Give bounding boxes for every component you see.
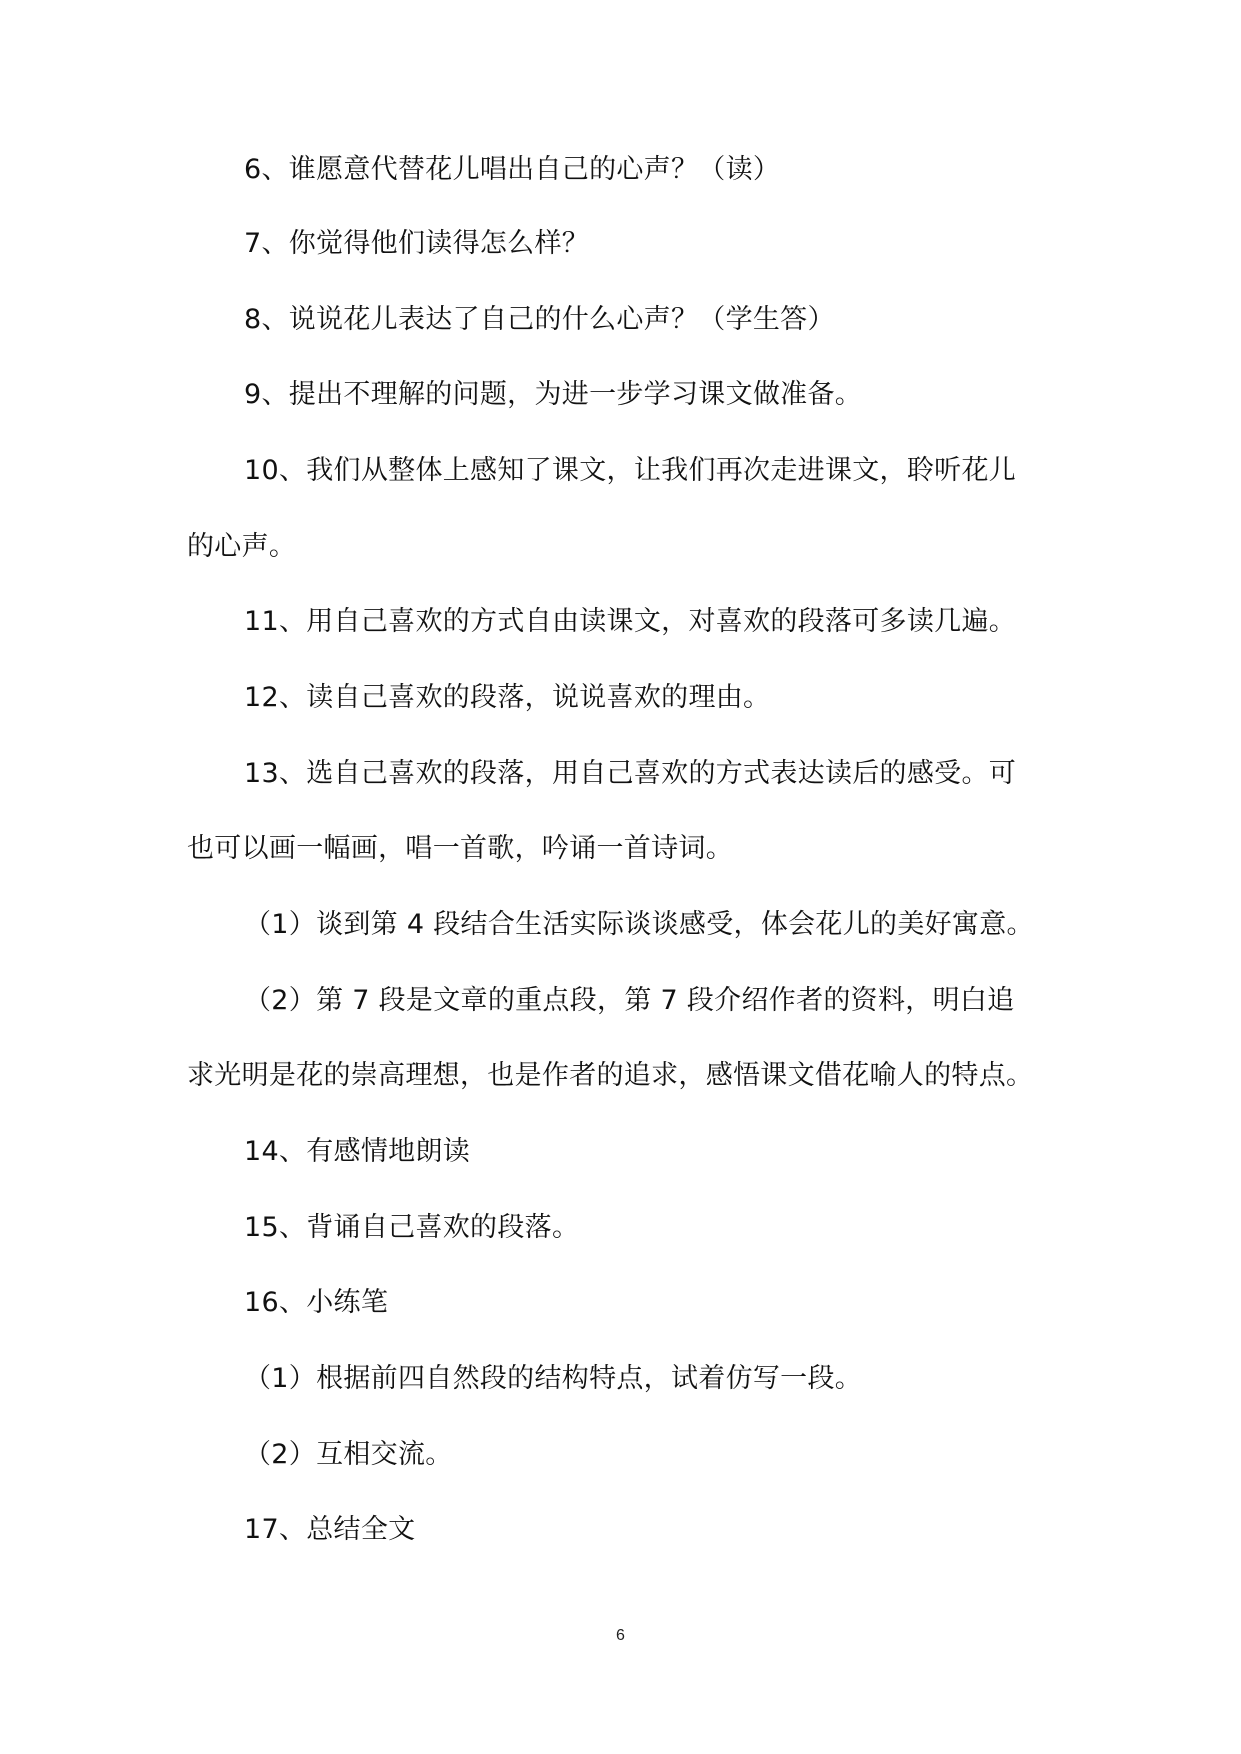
- text-line-item-15: 15、背诵自己喜欢的段落。: [244, 1212, 580, 1243]
- text-line-item-10: 10、我们从整体上感知了课文，让我们再次走进课文，聆听花儿: [244, 455, 1017, 486]
- text-line-item-7: 7、你觉得他们读得怎么样？: [244, 228, 590, 259]
- text-line-item-16-sub-1: （1）根据前四自然段的结构特点，试着仿写一段。: [244, 1363, 863, 1394]
- text-line-sub-2-cont: 求光明是花的崇高理想，也是作者的追求，感悟课文借花喻人的特点。: [187, 1060, 1034, 1091]
- text-line-item-17: 17、总结全文: [244, 1514, 416, 1545]
- text-line-item-14: 14、有感情地朗读: [244, 1136, 471, 1167]
- page-number: 6: [616, 1627, 625, 1644]
- text-line-sub-1: （1）谈到第 4 段结合生活实际谈谈感受，体会花儿的美好寓意。: [244, 909, 1034, 940]
- text-line-item-8: 8、说说花儿表达了自己的什么心声？（学生答）: [244, 304, 835, 335]
- text-line-item-13: 13、选自己喜欢的段落，用自己喜欢的方式表达读后的感受。可: [244, 758, 1017, 789]
- text-line-item-13-cont: 也可以画一幅画，唱一首歌，吟诵一首诗词。: [187, 833, 733, 864]
- text-line-item-12: 12、读自己喜欢的段落，说说喜欢的理由。: [244, 682, 771, 713]
- text-line-item-11: 11、用自己喜欢的方式自由读课文，对喜欢的段落可多读几遍。: [244, 606, 1017, 637]
- text-line-item-16-sub-2: （2）互相交流。: [244, 1439, 453, 1470]
- text-line-sub-2: （2）第 7 段是文章的重点段，第 7 段介绍作者的资料，明白追: [244, 985, 1015, 1016]
- text-line-item-9: 9、提出不理解的问题，为进一步学习课文做准备。: [244, 379, 863, 410]
- text-line-item-16: 16、小练笔: [244, 1287, 389, 1318]
- text-line-item-6: 6、谁愿意代替花儿唱出自己的心声？（读）: [244, 154, 781, 185]
- text-line-item-10-cont: 的心声。: [187, 531, 297, 562]
